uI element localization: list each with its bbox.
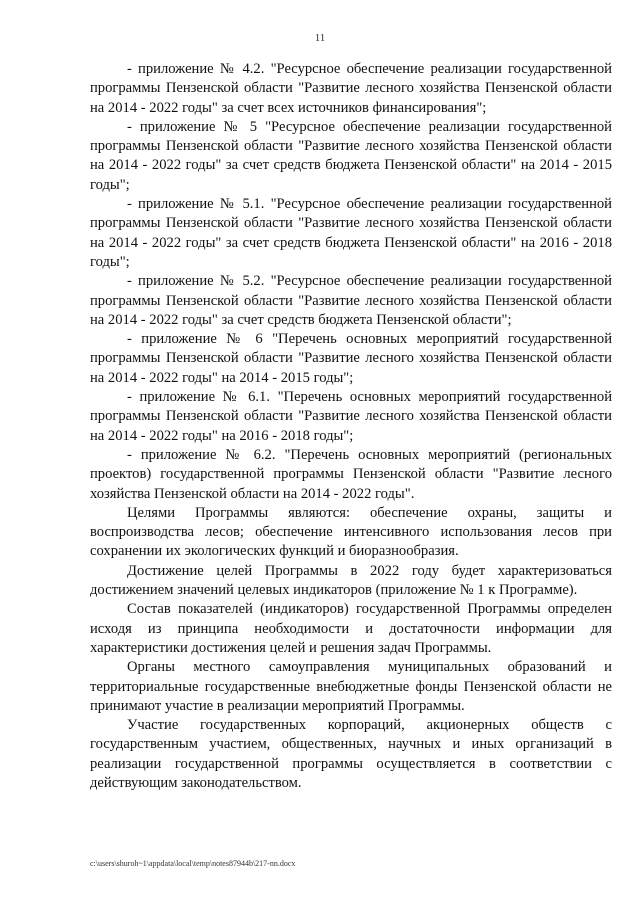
appendix-item-5-1: - приложение № 5.1. "Ресурсное обеспечение реализации государственной программы Пензенской области "Развитие лесного хозяйства Пензенской области на 2014 - 2022 годы" за счет средств бюджета Пензенской области" на 2016 - 2018 годы"; bbox=[90, 196, 612, 270]
document-body bbox=[90, 60, 612, 793]
goals-achievement-paragraph: Достижение целей Программы в 2022 году будет характеризоваться достижением значений целевых индикаторов (приложение № 1 к Программе). bbox=[90, 562, 612, 599]
page-number: 11 bbox=[314, 32, 326, 44]
appendix-item-5-2: - приложение № 5.2. "Ресурсное обеспечение реализации государственной программы Пензенской области "Развитие лесного хозяйства Пензенской области на 2014 - 2022 годы" за счет средств бюджета Пензенской области"; bbox=[90, 273, 612, 328]
participation-paragraph: Участие государственных корпораций, акционерных обществ с государственным участием, общественных, научных и иных организаций в реализации государственной программы осуществляется в соответствии с действующим законодательством. bbox=[90, 717, 612, 791]
appendix-item-4-2: - приложение № 4.2. "Ресурсное обеспечение реализации государственной программы Пензенской области "Развитие лесного хозяйства Пензенской области на 2014 - 2022 годы" за счет всех источников финансирования"; bbox=[90, 61, 612, 116]
local-authorities-paragraph: Органы местного самоуправления муниципальных образований и территориальные государственные внебюджетные фонды Пензенской области не принимают участие в реализации мероприятий Программы. bbox=[90, 659, 612, 714]
appendix-item-6-2: - приложение № 6.2. "Перечень основных мероприятий (региональных проектов) государственной программы Пензенской области "Развитие лесного хозяйства Пензенской области на 2014 - 2022 годы". bbox=[90, 446, 612, 502]
file-path-footer: c:\users\shuroh~1\appdata\local\temp\notes87944b\217-nn.docx bbox=[90, 859, 296, 868]
appendix-item-5: - приложение № 5 "Ресурсное обеспечение реализации государственной программы Пензенской области "Развитие лесного хозяйства Пензенской области на 2014 - 2022 годы" за счет средств бюджета Пензенской области" на 2014 - 2015 годы"; bbox=[90, 118, 612, 193]
indicators-composition-paragraph: Состав показателей (индикаторов) государственной Программы определен исходя из принципа необходимости и достаточности информации для характеристики достижения целей и решения задач Программы. bbox=[90, 601, 612, 656]
appendix-item-6-1: - приложение № 6.1. "Перечень основных мероприятий государственной программы Пензенской области "Развитие лесного хозяйства Пензенской области на 2014 - 2022 годы" на 2016 - 2018 годы"; bbox=[90, 389, 612, 444]
appendix-item-6: - приложение № 6 "Перечень основных мероприятий государственной программы Пензенской области "Развитие лесного хозяйства Пензенской области на 2014 - 2022 годы" на 2014 - 2015 годы"; bbox=[90, 331, 612, 386]
program-goals-paragraph: Целями Программы являются: обеспечение охраны, защиты и воспроизводства лесов; обеспечение интенсивного использования лесов при сохранении их экологических функций и биоразнообразия. bbox=[90, 504, 612, 560]
